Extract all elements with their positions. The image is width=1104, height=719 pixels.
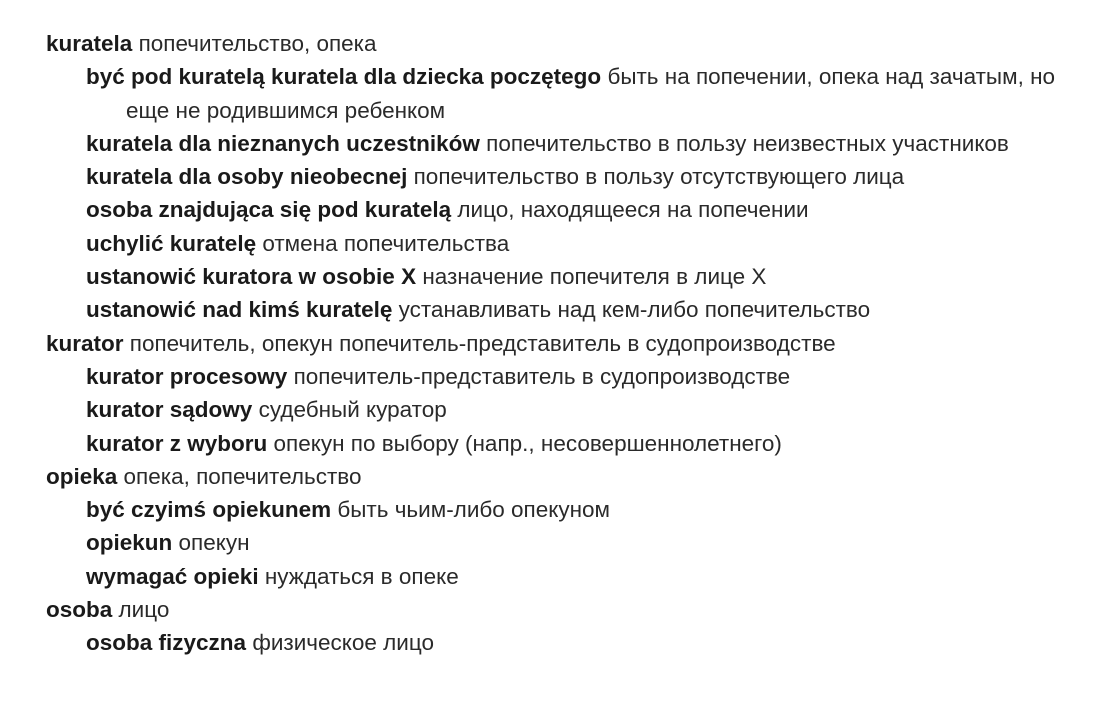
translation: лицо, находящееся на попечении — [457, 197, 809, 223]
translation: физическое лицо — [252, 630, 434, 656]
subentry — [46, 260, 1066, 293]
subentry — [46, 427, 1066, 460]
subentry — [46, 626, 1066, 659]
entry-osoba — [46, 593, 1066, 626]
headword: być pod kuratelą kuratela dla dziecka poczętego — [86, 64, 602, 90]
subentry — [46, 160, 1066, 193]
headword: opieka — [46, 463, 118, 489]
subentry — [46, 560, 1066, 593]
entry-kuratela — [46, 27, 1066, 60]
headword: ustanowić kuratora w osobie X — [86, 264, 417, 290]
translation: отмена попечительства — [262, 230, 510, 256]
headword: osoba fizyczna — [86, 630, 247, 656]
headword: ustanowić nad kimś kuratelę — [86, 297, 393, 323]
subentry — [46, 60, 1066, 127]
headword: być czyimś opiekunem — [86, 497, 332, 523]
translation: лицо — [118, 597, 170, 623]
headword: osoba — [46, 597, 113, 623]
translation: быть на попечении, опека над зачатым, но еще не родившимся ребенком — [126, 64, 1056, 123]
translation: устанавливать над кем-либо попечительство — [398, 297, 871, 323]
headword: kurator z wyboru — [86, 430, 268, 456]
headword: uchylić kuratelę — [86, 230, 257, 256]
subentry — [46, 393, 1066, 426]
headword: kuratela dla osoby nieobecnej — [86, 164, 408, 190]
headword: kurator — [46, 330, 124, 356]
translation: попечитель-представитель в судопроизводстве — [293, 363, 791, 389]
translation: опекун — [178, 530, 250, 556]
translation: попечитель, опекун попечитель-представитель в судопроизводстве — [129, 330, 836, 356]
entry-kurator — [46, 327, 1066, 360]
subentry — [46, 193, 1066, 226]
headword: kurator sądowy — [86, 397, 253, 423]
subentry — [46, 526, 1066, 559]
subentry — [46, 360, 1066, 393]
headword: kuratela dla nieznanych uczestników — [86, 130, 480, 156]
translation: нуждаться в опеке — [264, 563, 459, 589]
subentry — [46, 493, 1066, 526]
headword: opiekun — [86, 530, 173, 556]
subentry — [46, 227, 1066, 260]
subentry — [46, 293, 1066, 326]
translation: назначение попечителя в лице X — [422, 264, 767, 290]
translation: быть чьим-либо опекуном — [337, 497, 611, 523]
translation: попечительство, опека — [138, 31, 377, 56]
headword: kuratela — [46, 31, 133, 56]
translation: судебный куратор — [258, 397, 447, 423]
translation: попечительство в пользу отсутствующего лица — [413, 164, 905, 190]
translation: опека, попечительство — [123, 463, 362, 489]
headword: osoba znajdująca się pod kuratelą — [86, 197, 452, 223]
headword: kurator procesowy — [86, 363, 288, 389]
translation: попечительство в пользу неизвестных участников — [486, 130, 1009, 156]
dictionary-entries — [46, 27, 1066, 660]
translation: опекун по выбору (напр., несовершеннолетнего) — [273, 430, 782, 456]
subentry — [46, 127, 1066, 160]
entry-opieka — [46, 460, 1066, 493]
headword: wymagać opieki — [86, 563, 259, 589]
